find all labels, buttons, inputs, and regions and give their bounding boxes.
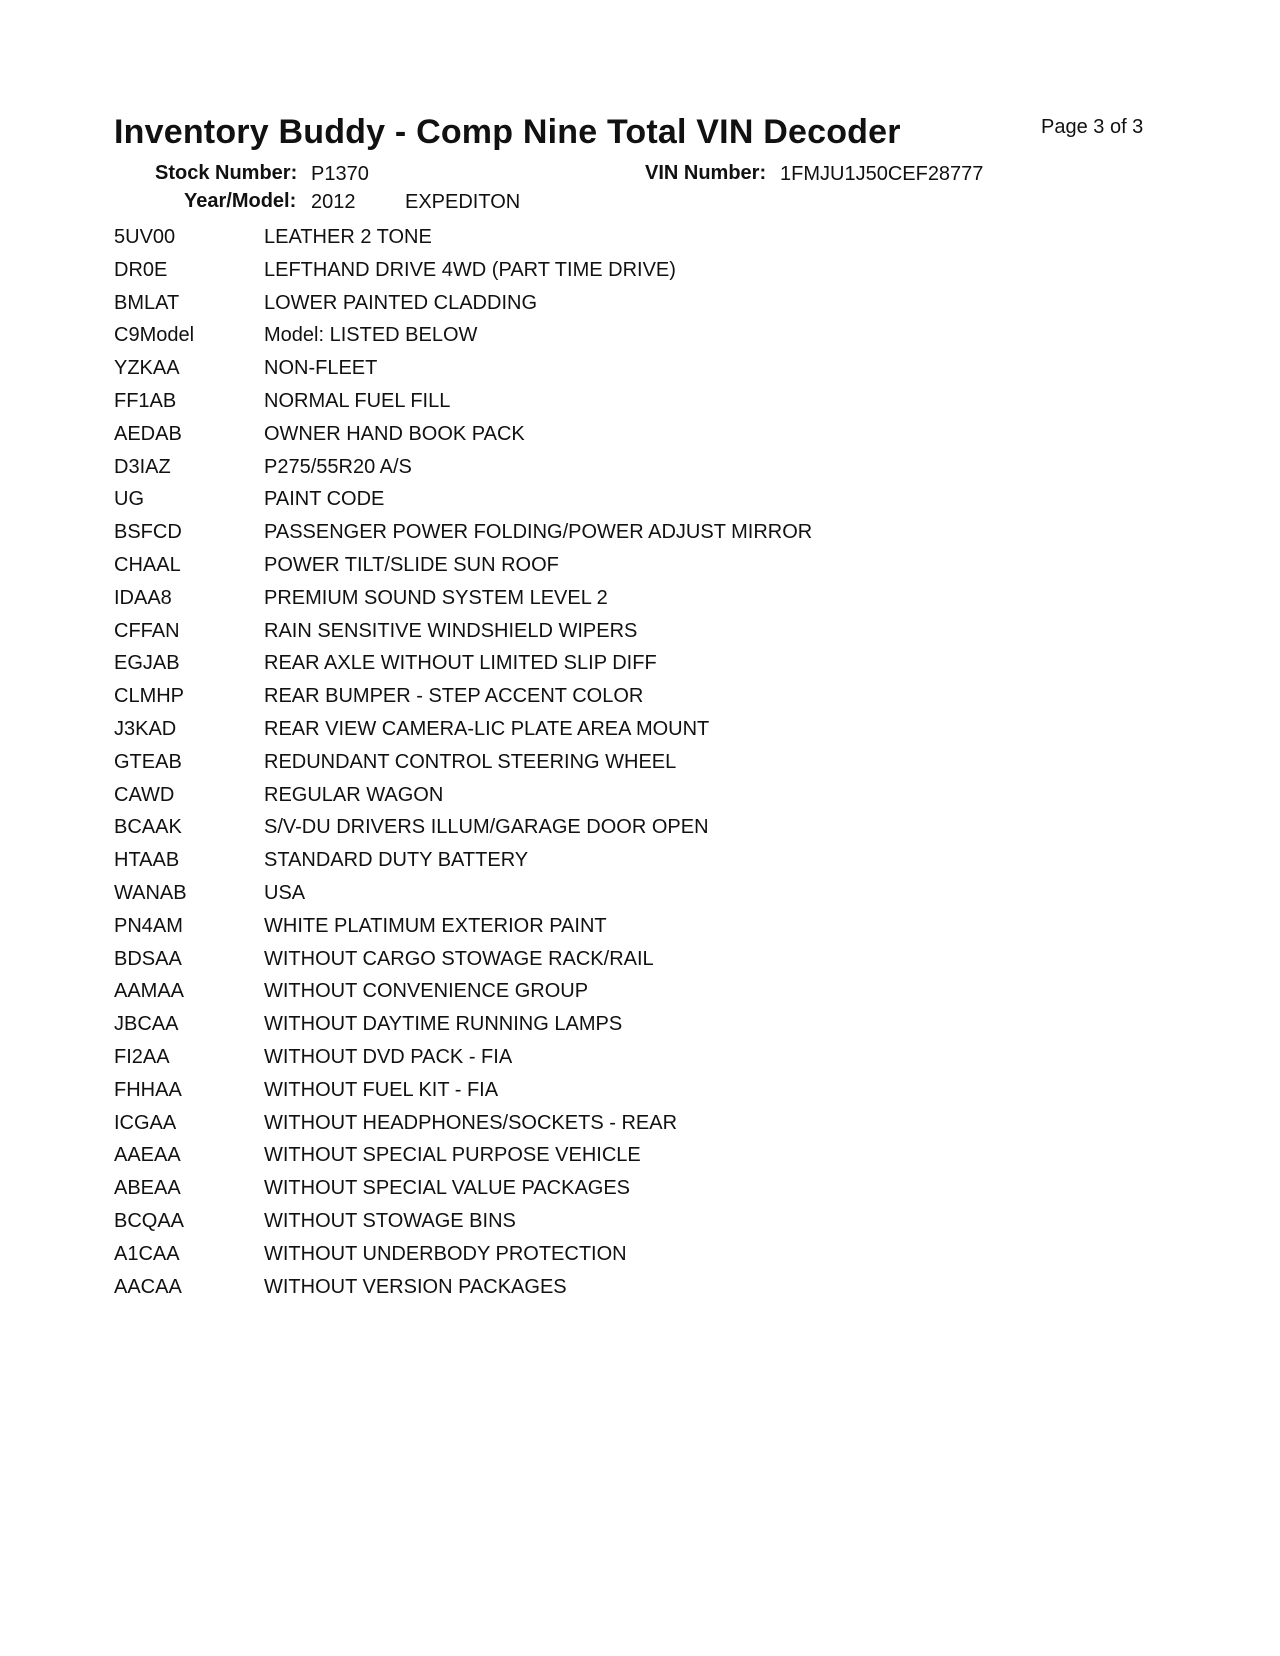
option-row bbox=[114, 751, 1114, 784]
option-code: C9Model bbox=[114, 324, 195, 347]
option-description: REAR BUMPER - STEP ACCENT COLOR bbox=[264, 685, 644, 708]
option-description: NON-FLEET bbox=[264, 357, 378, 380]
option-description: WHITE PLATIMUM EXTERIOR PAINT bbox=[264, 914, 607, 937]
option-description: RAIN SENSITIVE WINDSHIELD WIPERS bbox=[264, 619, 638, 642]
option-description: NORMAL FUEL FILL bbox=[264, 389, 451, 412]
option-description: POWER TILT/SLIDE SUN ROOF bbox=[264, 553, 559, 576]
option-description: WITHOUT CARGO STOWAGE RACK/RAIL bbox=[264, 947, 654, 970]
option-code: CLMHP bbox=[114, 685, 185, 708]
option-description: WITHOUT SPECIAL PURPOSE VEHICLE bbox=[264, 1144, 641, 1167]
option-description: WITHOUT DVD PACK - FIA bbox=[264, 1045, 513, 1068]
option-code: AAMAA bbox=[114, 980, 185, 1003]
option-row bbox=[114, 259, 1114, 292]
option-description: USA bbox=[264, 881, 306, 904]
option-description: OWNER HAND BOOK PACK bbox=[264, 422, 525, 445]
option-row bbox=[114, 521, 1114, 554]
option-code: EGJAB bbox=[114, 652, 180, 675]
option-row bbox=[114, 685, 1114, 718]
option-code: CHAAL bbox=[114, 553, 181, 576]
option-description: PAINT CODE bbox=[264, 488, 385, 511]
option-description: REDUNDANT CONTROL STEERING WHEEL bbox=[264, 750, 677, 773]
model-value: EXPEDITON bbox=[405, 191, 521, 213]
option-description: WITHOUT HEADPHONES/SOCKETS - REAR bbox=[264, 1111, 678, 1134]
option-code: YZKAA bbox=[114, 357, 180, 380]
option-row bbox=[114, 554, 1114, 587]
option-description: WITHOUT FUEL KIT - FIA bbox=[264, 1078, 499, 1101]
option-description: REAR AXLE WITHOUT LIMITED SLIP DIFF bbox=[264, 652, 657, 675]
option-row bbox=[114, 1177, 1114, 1210]
option-description: S/V-DU DRIVERS ILLUM/GARAGE DOOR OPEN bbox=[264, 816, 709, 839]
option-description: WITHOUT UNDERBODY PROTECTION bbox=[264, 1242, 627, 1265]
option-description: PASSENGER POWER FOLDING/POWER ADJUST MIRROR bbox=[264, 521, 813, 544]
option-row bbox=[114, 1013, 1114, 1046]
option-row bbox=[114, 587, 1114, 620]
option-code: JBCAA bbox=[114, 1013, 179, 1036]
option-row bbox=[114, 816, 1114, 849]
option-description: Model: LISTED BELOW bbox=[264, 324, 478, 347]
stock-number-label: Stock Number: bbox=[155, 162, 298, 184]
option-description: P275/55R20 A/S bbox=[264, 455, 412, 478]
option-row bbox=[114, 718, 1114, 751]
option-row bbox=[114, 357, 1114, 390]
option-row bbox=[114, 1112, 1114, 1145]
option-code: BCAAK bbox=[114, 816, 182, 839]
option-code: HTAAB bbox=[114, 849, 180, 872]
option-code: 5UV00 bbox=[114, 226, 176, 248]
option-description: WITHOUT VERSION PACKAGES bbox=[264, 1275, 567, 1298]
vin-number-label: VIN Number: bbox=[645, 162, 767, 184]
option-row bbox=[114, 390, 1114, 423]
option-row bbox=[114, 915, 1114, 948]
option-code: DR0E bbox=[114, 258, 168, 281]
option-row bbox=[114, 1276, 1114, 1309]
option-code: AACAA bbox=[114, 1275, 182, 1298]
option-code: BMLAT bbox=[114, 291, 180, 314]
option-code: ICGAA bbox=[114, 1111, 177, 1134]
option-row bbox=[114, 980, 1114, 1013]
option-row bbox=[114, 1210, 1114, 1243]
option-row bbox=[114, 849, 1114, 882]
option-description: PREMIUM SOUND SYSTEM LEVEL 2 bbox=[264, 586, 608, 609]
option-code: FHHAA bbox=[114, 1078, 182, 1101]
option-code: J3KAD bbox=[114, 717, 177, 740]
option-code: AAEAA bbox=[114, 1144, 181, 1167]
year-value: 2012 bbox=[311, 191, 356, 213]
option-description: WITHOUT DAYTIME RUNNING LAMPS bbox=[264, 1013, 623, 1036]
page-title: Inventory Buddy - Comp Nine Total VIN Decoder bbox=[114, 113, 901, 151]
option-code: AEDAB bbox=[114, 422, 182, 445]
option-description: LEFTHAND DRIVE 4WD (PART TIME DRIVE) bbox=[264, 258, 676, 281]
option-row bbox=[114, 292, 1114, 325]
option-description: STANDARD DUTY BATTERY bbox=[264, 849, 529, 872]
option-description: LEATHER 2 TONE bbox=[264, 226, 432, 248]
option-code: WANAB bbox=[114, 881, 187, 904]
option-row bbox=[114, 948, 1114, 981]
option-row bbox=[114, 423, 1114, 456]
stock-number-value: P1370 bbox=[311, 163, 369, 185]
option-row bbox=[114, 882, 1114, 915]
option-code: CFFAN bbox=[114, 619, 180, 642]
option-code: IDAA8 bbox=[114, 586, 172, 609]
option-description: WITHOUT SPECIAL VALUE PACKAGES bbox=[264, 1177, 631, 1200]
option-row bbox=[114, 324, 1114, 357]
option-code: A1CAA bbox=[114, 1242, 180, 1265]
option-description: REAR VIEW CAMERA-LIC PLATE AREA MOUNT bbox=[264, 717, 710, 740]
option-row bbox=[114, 456, 1114, 489]
options-list bbox=[114, 226, 1114, 1308]
option-row bbox=[114, 1046, 1114, 1079]
option-row bbox=[114, 226, 1114, 259]
option-code: BCQAA bbox=[114, 1209, 185, 1232]
option-description: LOWER PAINTED CLADDING bbox=[264, 291, 537, 314]
year-model-label: Year/Model: bbox=[184, 190, 297, 212]
option-row bbox=[114, 620, 1114, 653]
option-code: BDSAA bbox=[114, 947, 182, 970]
option-row bbox=[114, 1079, 1114, 1112]
option-row bbox=[114, 1144, 1114, 1177]
page-number: Page 3 of 3 bbox=[1041, 116, 1144, 138]
option-code: UG bbox=[114, 488, 144, 511]
option-row bbox=[114, 652, 1114, 685]
option-code: ABEAA bbox=[114, 1177, 181, 1200]
option-row bbox=[114, 1243, 1114, 1276]
option-code: CAWD bbox=[114, 783, 175, 806]
option-description: WITHOUT STOWAGE BINS bbox=[264, 1209, 516, 1232]
option-code: PN4AM bbox=[114, 914, 183, 937]
vin-number-value: 1FMJU1J50CEF28777 bbox=[780, 163, 984, 185]
option-code: GTEAB bbox=[114, 750, 182, 773]
option-code: FI2AA bbox=[114, 1045, 170, 1068]
option-description: WITHOUT CONVENIENCE GROUP bbox=[264, 980, 589, 1003]
option-code: D3IAZ bbox=[114, 455, 171, 478]
option-code: BSFCD bbox=[114, 521, 182, 544]
option-row bbox=[114, 784, 1114, 817]
option-row bbox=[114, 488, 1114, 521]
option-code: FF1AB bbox=[114, 389, 177, 412]
option-description: REGULAR WAGON bbox=[264, 783, 444, 806]
